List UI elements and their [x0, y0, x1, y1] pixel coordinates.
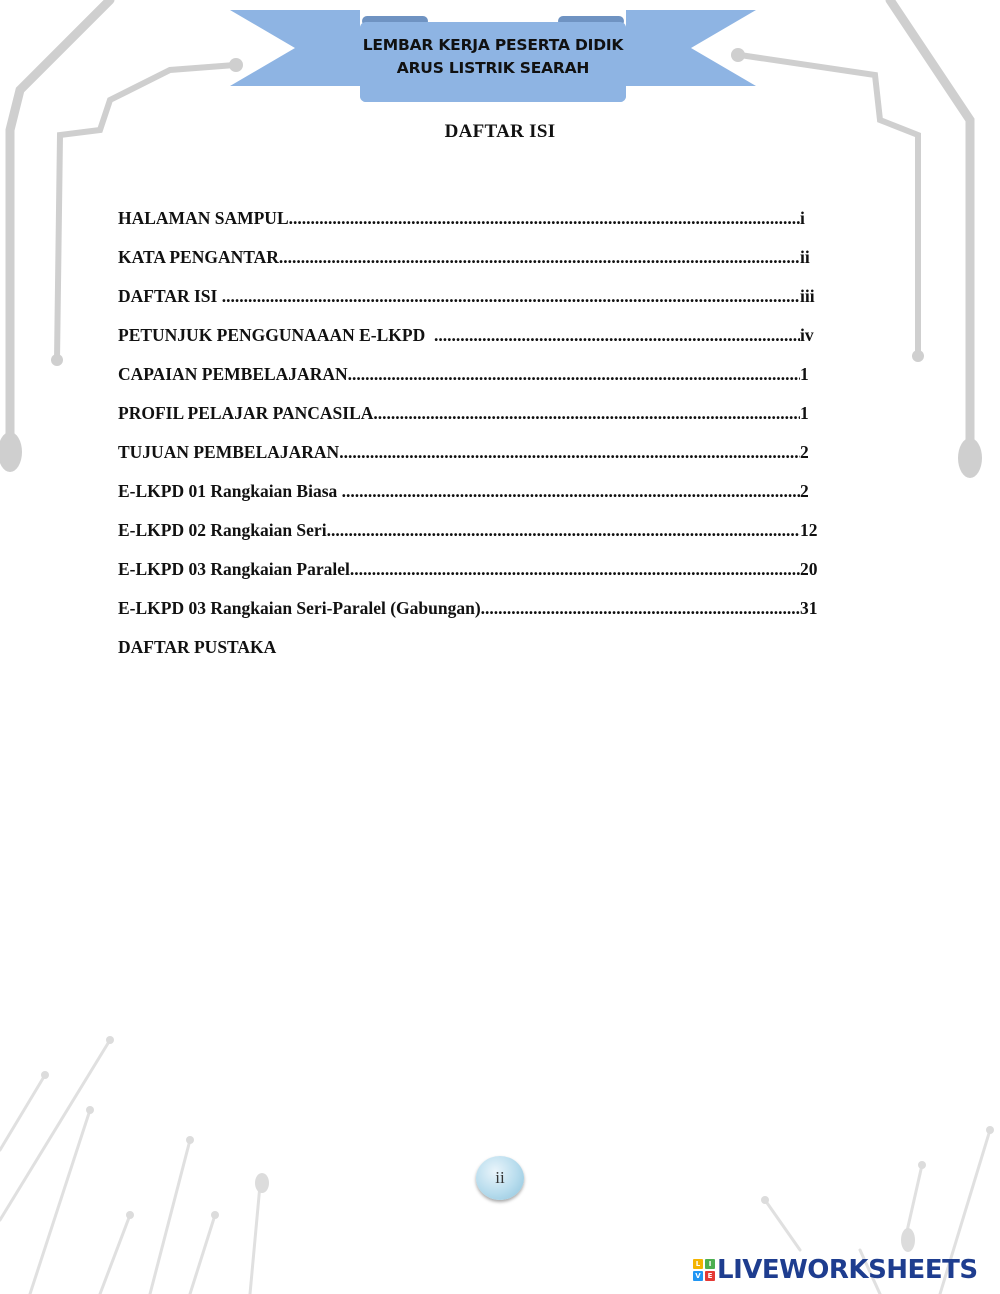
toc-entry-page: 20	[800, 559, 818, 579]
toc-entry-label: PETUNJUK PENGGUNAAAN E-LKPD	[118, 325, 434, 345]
toc-entry[interactable]	[118, 286, 822, 325]
toc-entry[interactable]	[118, 637, 822, 676]
toc-leader-dots	[481, 598, 800, 619]
toc-heading: DAFTAR ISI	[444, 121, 556, 142]
logo-letter-tile: L	[693, 1259, 703, 1269]
worksheet-title-line1: LEMBAR KERJA PESERTA DIDIK	[362, 36, 624, 54]
toc-leader-dots	[289, 208, 800, 229]
toc-leader-dots	[350, 559, 800, 580]
toc-entry-label: PROFIL PELAJAR PANCASILA	[118, 403, 374, 423]
toc-leader-dots	[222, 286, 800, 307]
toc-entry-label: TUJUAN PEMBELAJARAN	[118, 442, 340, 462]
toc-entry[interactable]	[118, 442, 822, 481]
toc-entry-page: 12	[800, 520, 818, 540]
toc-entry-label: E-LKPD 01 Rangkaian Biasa	[118, 481, 342, 501]
worksheet-title-line2: ARUS LISTRIK SEARAH	[396, 59, 590, 77]
toc-entry[interactable]	[118, 481, 822, 520]
table-of-contents	[118, 208, 822, 676]
toc-entry-page: 31	[800, 598, 818, 618]
toc-entry[interactable]	[118, 520, 822, 559]
toc-entry[interactable]	[118, 598, 822, 637]
logo-letter-tile: I	[705, 1259, 715, 1269]
toc-entry-page: 1	[800, 364, 809, 384]
toc-leader-dots	[348, 364, 800, 385]
toc-entry-page: ii	[800, 247, 810, 267]
logo-letter-tile: V	[693, 1271, 703, 1281]
toc-entry-page: iv	[800, 325, 814, 345]
toc-leader-dots	[434, 325, 800, 346]
toc-entry[interactable]	[118, 325, 822, 364]
toc-entry-page: 2	[800, 481, 809, 501]
toc-entry-label: DAFTAR PUSTAKA	[118, 637, 277, 657]
worksheet-title	[300, 34, 686, 80]
toc-leader-dots	[373, 403, 800, 424]
toc-entry-page: 2	[800, 442, 809, 462]
toc-entry[interactable]	[118, 364, 822, 403]
liveworksheets-brand: LIVEWORKSHEETS	[717, 1255, 978, 1285]
toc-leader-dots	[327, 520, 800, 541]
toc-entry-page: 1	[800, 403, 809, 423]
toc-leader-dots	[342, 481, 800, 502]
toc-entry-label: E-LKPD 03 Rangkaian Seri-Paralel (Gabungan)	[118, 598, 481, 618]
page-number-badge: ii	[476, 1156, 524, 1200]
toc-entry-page: i	[800, 208, 805, 228]
logo-letter-tile: E	[705, 1271, 715, 1281]
liveworksheets-logo-icon	[693, 1259, 715, 1281]
toc-entry-label: DAFTAR ISI	[118, 286, 222, 306]
toc-entry[interactable]	[118, 208, 822, 247]
toc-entry-label: E-LKPD 03 Rangkaian Paralel	[118, 559, 350, 579]
toc-leader-dots	[279, 247, 800, 268]
toc-entry[interactable]	[118, 247, 822, 286]
toc-entry-page: iii	[800, 286, 815, 306]
liveworksheets-watermark	[693, 1255, 978, 1285]
toc-entry-label: CAPAIAN PEMBELAJARAN	[118, 364, 348, 384]
toc-entry-label: KATA PENGANTAR	[118, 247, 279, 267]
toc-entry[interactable]	[118, 559, 822, 598]
toc-entry-label: HALAMAN SAMPUL	[118, 208, 289, 228]
toc-entry-label: E-LKPD 02 Rangkaian Seri	[118, 520, 327, 540]
toc-entry[interactable]	[118, 403, 822, 442]
toc-leader-dots	[339, 442, 800, 463]
